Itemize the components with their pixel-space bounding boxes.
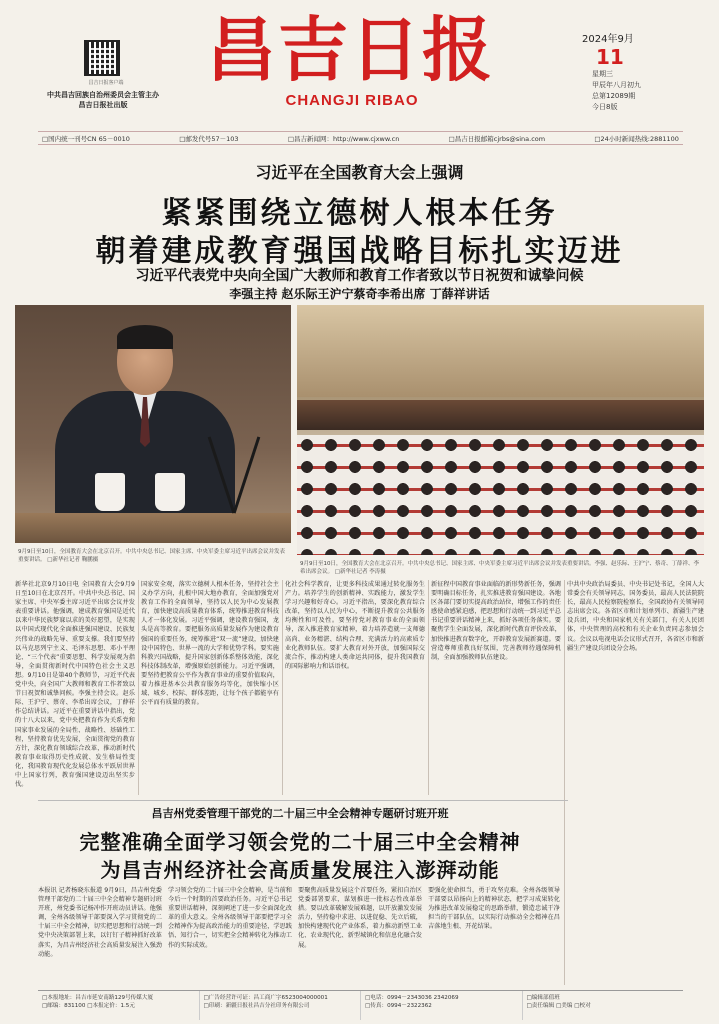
sponsor-line-2: 昌吉日报社出版	[78, 101, 128, 109]
qr-caption: 昌吉日报客户端	[88, 80, 124, 86]
column-rule	[138, 580, 139, 795]
photo1-caption: 9月9日至10日，全国教育大会在北京召开。中共中央总书记、国家主席、中央军委主席习近平出席会议并发表重要讲话。 □新华社记者 鞠鹏摄	[18, 549, 286, 563]
second-headline-b[interactable]: 为昌吉州经济社会高质量发展注入澎湃动能	[100, 858, 500, 882]
masthead	[0, 0, 719, 128]
desk	[15, 513, 291, 543]
qr-code-icon[interactable]	[84, 40, 120, 76]
sponsor-line-1: 中共昌吉回族自治州委员会主管主办	[47, 91, 159, 99]
issue-number: 总第12089期	[592, 92, 636, 100]
lead-byline: 李强主持 赵乐际王沪宁蔡奇李希出席 丁薛祥讲话	[229, 287, 490, 301]
lead-article-col-1: 新华社北京9月10日电 全国教育大会9月9日至10日在北京召开。中共中央总书记、国家主席、中央军委主席习近平出席会议并发表重要讲话。他强调，建成教育强国是近代以来中华民族梦寐以求的美好愿望，是实现以中国式现代化全面推进强国建设、民族复兴伟业的战略先导、重要支撑。我们要坚持以马克思列宁主义、毛泽东思想、邓小平理论、“三个代表”重要思想、科学发展观为指导，全面贯彻新时代中国特色社会主义思想。9月10日是第40个教师节，习近平代表党中央，向全国广大教师和教育工作者致以节日祝贺和诚挚问候。李强主持会议。赵乐际、王沪宁、蔡奇、李希出席会议，丁薛祥作总结讲话。习近平在重要讲话中指出，党的十八大以来，党中央把教育作为关系党和国家事业发展的全局性、战略性、基础性工程，坚持教育优先发展，全面贯彻党的教育方针，深化教育领域综合改革，推动新时代教育事业取得历史性成就、发生格局性变化，我国教育现代化发展总体水平跃居世界中上国家行列，教育强国建设迈出坚实步伐。	[15, 581, 135, 789]
second-article-col-3: 要聚焦高质量发展这个首要任务，紧扣自治区党委部署要求，谋划推进一批标志性改革举措。要以改革破解发展难题，以开放激发发展活力，坚持稳中求进、以进促稳、先立后破，加快构建现代化产业体系，着力推动新型工业化、农业现代化、新型城镇化和信息化融合发展。	[298, 887, 422, 949]
info-item-cn: □国内统一刊号CN 65－0010	[42, 134, 130, 143]
lead-article-col-3: 化社会科学教育，让更多科技成果通过转化服务生产力。培养学生的创新精神、实践能力，激发学生学习兴趣和好奇心。习近平指出，要深化教育综合改革，坚持以人民为中心，不断提升教育公共服务均衡性和可及性。要坚持党对教育事业的全面领导，深入推进教育家精神，着力培养造就一支师德高尚、业务精湛、结构合理、充满活力的高素质专业化教师队伍。要扩大教育对外开放，加强国际交流合作，推动构建人类命运共同体，提升我国教育的国际影响力和话语权。	[285, 581, 425, 670]
hall-backdrop	[297, 305, 704, 397]
info-bar	[38, 131, 683, 145]
tea-cup	[95, 473, 125, 511]
lead-subheadline: 习近平代表党中央向全国广大教师和教育工作者致以节日祝贺和诚挚问候	[135, 268, 584, 284]
footer-editors: □编辑部值班 □责任编辑 □美编 □校对	[526, 995, 591, 1009]
second-headline-a[interactable]: 完整准确全面学习领会党的二十届三中全会精神	[79, 830, 521, 854]
footer-phone: □电话：0994－2343036 2342069 □传真：0994－2322362	[361, 991, 523, 1020]
weekday: 星期三	[592, 70, 613, 78]
column-rule	[282, 580, 283, 795]
info-item-email[interactable]: □昌吉日报邮箱cjrbs@sina.com	[448, 134, 546, 143]
column-rule	[428, 580, 429, 795]
lead-headline-b[interactable]: 朝着建成教育强国战略目标扎实迈进	[95, 234, 624, 269]
sponsor-block	[38, 90, 168, 110]
second-article-col-4: 要强化使命担当，勇于攻坚克难。全州各级领导干部要以昂扬向上的精神状态，把学习成果转化为推进改革发展稳定的思路举措，锻造忠诚干净担当的干部队伍，以实际行动推动全会精神在昌吉落地生根、开花结果。	[428, 887, 560, 931]
newspaper-pinyin: CHANGJI RIBAO	[285, 92, 419, 109]
newspaper-logo: 昌吉日报	[206, 8, 494, 91]
section-divider	[38, 800, 568, 801]
conference-hall-photo[interactable]	[297, 305, 704, 555]
footer-license: □广告经营许可证：昌工商广字6523004000001 □印刷：新疆日报社昌吉分社印务有限公司	[200, 991, 362, 1020]
lead-headline-a[interactable]: 紧紧围绕立德树人根本任务	[161, 196, 558, 231]
second-kicker: 昌吉州党委管理干部党的二十届三中全会精神专题研讨班开班	[151, 807, 449, 820]
audience-rows	[297, 435, 704, 555]
footer-address: □本报地址：昌吉市延安南路129号传媒大厦 □邮编：831100 □本报定价：1.5元	[38, 991, 200, 1020]
tea-cup	[155, 473, 185, 511]
second-article-col-1: 本报讯 记者杨晓东报道 9月9日，昌吉州党委管理干部党的二十届三中全会精神专题研讨班开班，州党委书记杨冲作开班动员讲话。他强调，全州各级领导干部要深入学习贯彻党的二十届三中全会精神，切实把思想和行动统一到党中央决策部署上来，以钉钉子精神抓好改革落实，为昌吉州经济社会高质量发展注入强劲动能。	[38, 887, 162, 958]
info-item-website[interactable]: □昌吉新闻网：http://www.cjxww.cn	[287, 134, 400, 143]
lead-article-col-4: 新征程中国教育事业面临的新形势新任务，强调要明确目标任务，扎实推进教育强国建设。各地区各部门要切实提高政治站位，增强工作的责任感使命感紧迫感，把思想和行动统一到习近平总书记重要讲话精神上来，抓好各项任务落实。要聚焦学生全面发展，深化新时代教育评价改革，加快推进教育数字化，开辟教育发展新赛道。要营造尊师重教良好氛围，完善教师待遇保障机制，全面加强教师队伍建设。	[431, 581, 561, 661]
date-box	[582, 30, 662, 113]
second-article-col-2: 学习领会党的二十届三中全会精神，是当前和今后一个时期的首要政治任务。习近平总书记重要讲话精神，深刻阐述了进一步全面深化改革的重大意义。全州各级领导干部要把学习全会精神作为提高政治能力的重要途径，学思践悟、知行合一，切实把全会精神转化为推动工作的实际成效。	[168, 887, 292, 949]
microphone-icon	[233, 436, 261, 513]
page-count: 今日8版	[592, 103, 618, 111]
rostrum	[297, 400, 704, 430]
footer	[38, 990, 683, 1020]
lunar-date: 甲辰年八月初九	[592, 81, 641, 89]
lead-article-col-5: 中共中央政治局委员、中央书记处书记，全国人大常委会有关领导同志，国务委员，最高人民法院院长，最高人民检察院检察长，全国政协有关领导同志出席会议。各省区市和计划单列市、新疆生产建设兵团，中央和国家机关有关部门，有关人民团体，中央管理的高校和有关企业负责同志参加会议。会议以电视电话会议形式召开，各省区市和新疆生产建设兵团设分会场。	[567, 581, 704, 652]
lead-kicker: 习近平在全国教育大会上强调	[255, 163, 464, 182]
day-number: 11	[596, 45, 624, 69]
speaker-photo[interactable]	[15, 305, 291, 543]
info-item-hotline: □24小时新闻热线:2881100	[594, 134, 679, 143]
info-item-postal: □邮发代号57－103	[179, 134, 239, 143]
lead-article-col-2: 国家安全观，落实立德树人根本任务，坚持社会主义办学方向，扎根中国大地办教育，全面加强党对教育工作的全面领导，坚持以人民为中心发展教育，加快建设高质量教育体系，统筹推进教育科技人才一体化发展。习近平强调，建设教育强国，龙头是高等教育。要把服务高质量发展作为建设教育强国的重要任务，统筹推进“双一流”建设，加快建设中国特色、世界一流的大学和优势学科。要实施科教兴国战略，提升国家创新体系整体效能，深化科技体制改革，增强原始创新能力。习近平强调，要坚持把教育公平作为教育事业的重要价值取向，着力推进基本公共教育服务均等化，加快缩小区域、城乡、校际、群体差距，让每个孩子都能享有公平而有质量的教育。	[141, 581, 279, 707]
photo2-caption: 9月9日至10日，全国教育大会在北京召开。中共中央总书记、国家主席、中央军委主席习近平出席会议并发表重要讲话。李强、赵乐际、王沪宁、蔡奇、丁薛祥、李希出席会议。 □新华社记者 李涛摄	[300, 561, 700, 575]
column-rule	[564, 580, 565, 985]
year-month: 2024年9月	[582, 34, 634, 45]
